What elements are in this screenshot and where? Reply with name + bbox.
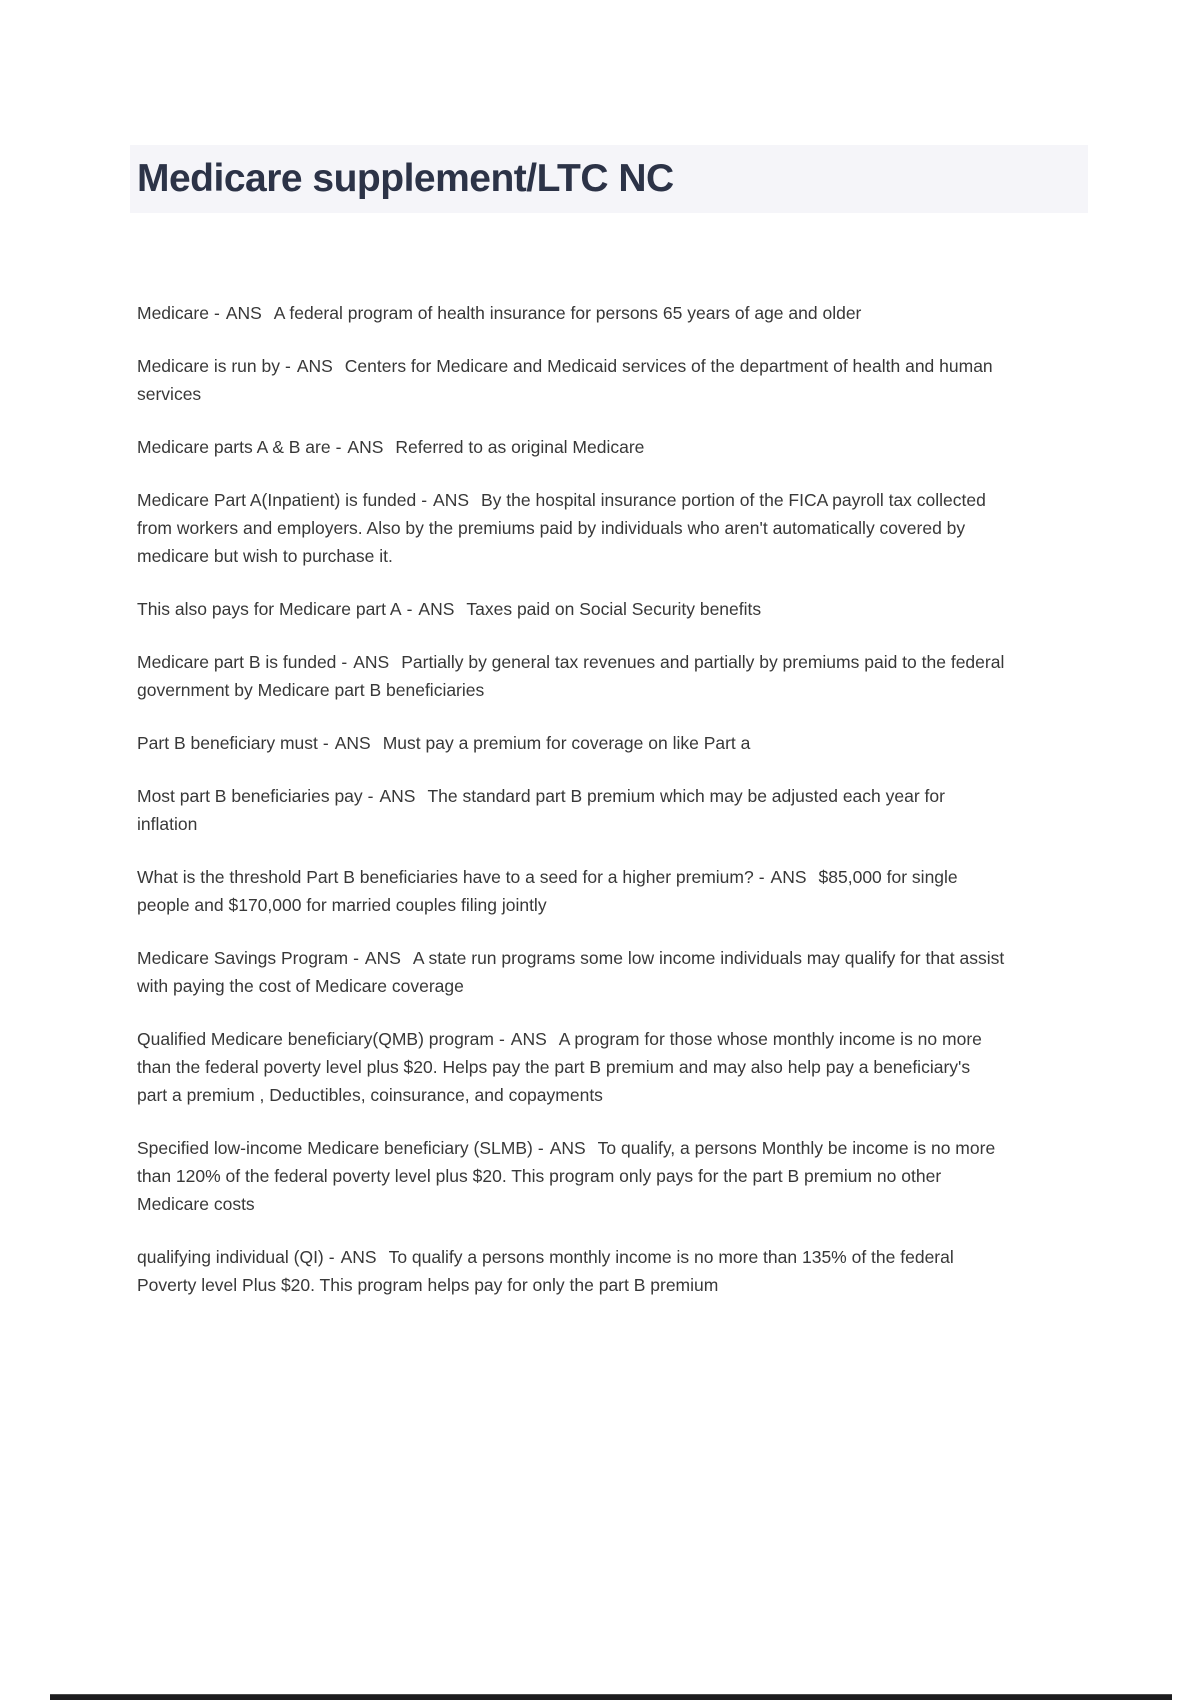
qa-item [137,486,1005,570]
qa-item [137,1243,1005,1299]
question-text: Part B beneficiary must [137,733,318,753]
separator: - [498,1029,505,1049]
answer-text: To qualify a persons monthly income is no more than 135% of the federal Poverty level Plus $20. This program helps pay for only the part B premium [137,1247,954,1295]
question-text: Medicare [137,303,209,323]
separator: - [322,733,329,753]
question-text: Qualified Medicare beneficiary(QMB) program [137,1029,494,1049]
separator: - [328,1247,335,1267]
qa-item [137,433,1005,461]
page-bottom-divider [50,1694,1172,1700]
qa-item [137,299,1005,327]
answer-marker: ANS [334,733,371,753]
qa-item [137,595,1005,623]
question-text: What is the threshold Part B beneficiaries have to a seed for a higher premium? [137,867,754,887]
separator: - [353,948,359,968]
separator: - [421,490,428,510]
question-text: Most part B beneficiaries pay [137,786,363,806]
question-text: Medicare part B is funded [137,652,337,672]
page-title: Medicare supplement/LTC NC [137,157,674,200]
separator: - [758,867,765,887]
answer-text: Partially by general tax revenues and partially by premiums paid to the federal government by Medicare part B beneficiaries [137,652,1005,700]
qa-item [137,352,1005,408]
separator: - [284,356,291,376]
qa-item [137,729,1005,757]
answer-marker: ANS [433,490,469,510]
answer-text: $85,000 for single people and $170,000 for married couples filing jointly [137,867,958,915]
answer-text: Taxes paid on Social Security benefits [466,599,762,619]
answer-marker: ANS [347,437,384,457]
answer-marker: ANS [340,1247,377,1267]
answer-marker: ANS [364,948,401,968]
separator: - [537,1138,544,1158]
title-bar [130,145,1088,213]
answer-marker: ANS [379,786,416,806]
question-text: qualifying individual (QI) [137,1247,324,1267]
answer-text: A state run programs some low income individuals may qualify for that assist with paying the cost of Medicare coverage [137,948,1005,996]
qa-item [137,1134,1005,1218]
qa-item [137,782,1005,838]
answer-text: Centers for Medicare and Medicaid services of the department of health and human services [137,356,993,404]
answer-text: Referred to as original Medicare [395,437,645,457]
answer-marker: ANS [549,1138,586,1158]
separator: - [213,303,220,323]
answer-text: Must pay a premium for coverage on like Part a [382,733,751,753]
content-area [137,299,1005,1324]
answer-text: A federal program of health insurance for persons 65 years of age and older [273,303,862,323]
answer-marker: ANS [510,1029,547,1049]
answer-marker: ANS [418,599,455,619]
separator: - [335,437,342,457]
separator: - [406,599,413,619]
answer-marker: ANS [225,303,262,323]
answer-marker: ANS [296,356,333,376]
question-text: This also pays for Medicare part A [137,599,402,619]
question-text: Medicare Savings Program [137,948,349,968]
question-text: Medicare Part A(Inpatient) is funded [137,490,417,510]
answer-text: The standard part B premium which may be adjusted each year for inflation [137,786,945,834]
answer-text: To qualify, a persons Monthly be income is no more than 120% of the federal poverty level plus $20. This program only pays for the part B premium no other Medicare costs [137,1138,996,1214]
question-text: Specified low-income Medicare beneficiary (SLMB) [137,1138,533,1158]
answer-text: By the hospital insurance portion of the FICA payroll tax collected from workers and employers. Also by the premiums paid by individuals who aren't automatically covered by medicare but wish to purchase it. [137,490,986,566]
qa-item [137,648,1005,704]
answer-marker: ANS [353,652,390,672]
question-text: Medicare parts A & B are [137,437,331,457]
answer-marker: ANS [770,867,807,887]
separator: - [341,652,348,672]
qa-item [137,944,1005,1000]
separator: - [367,786,374,806]
qa-item [137,1025,1005,1109]
question-text: Medicare is run by [137,356,280,376]
qa-item [137,863,1005,919]
answer-text: A program for those whose monthly income is no more than the federal poverty level plus $20. Helps pay the part B premium and may also help pay a beneficiary's part a premium , Deductibles, coinsurance, and copayments [137,1029,982,1105]
